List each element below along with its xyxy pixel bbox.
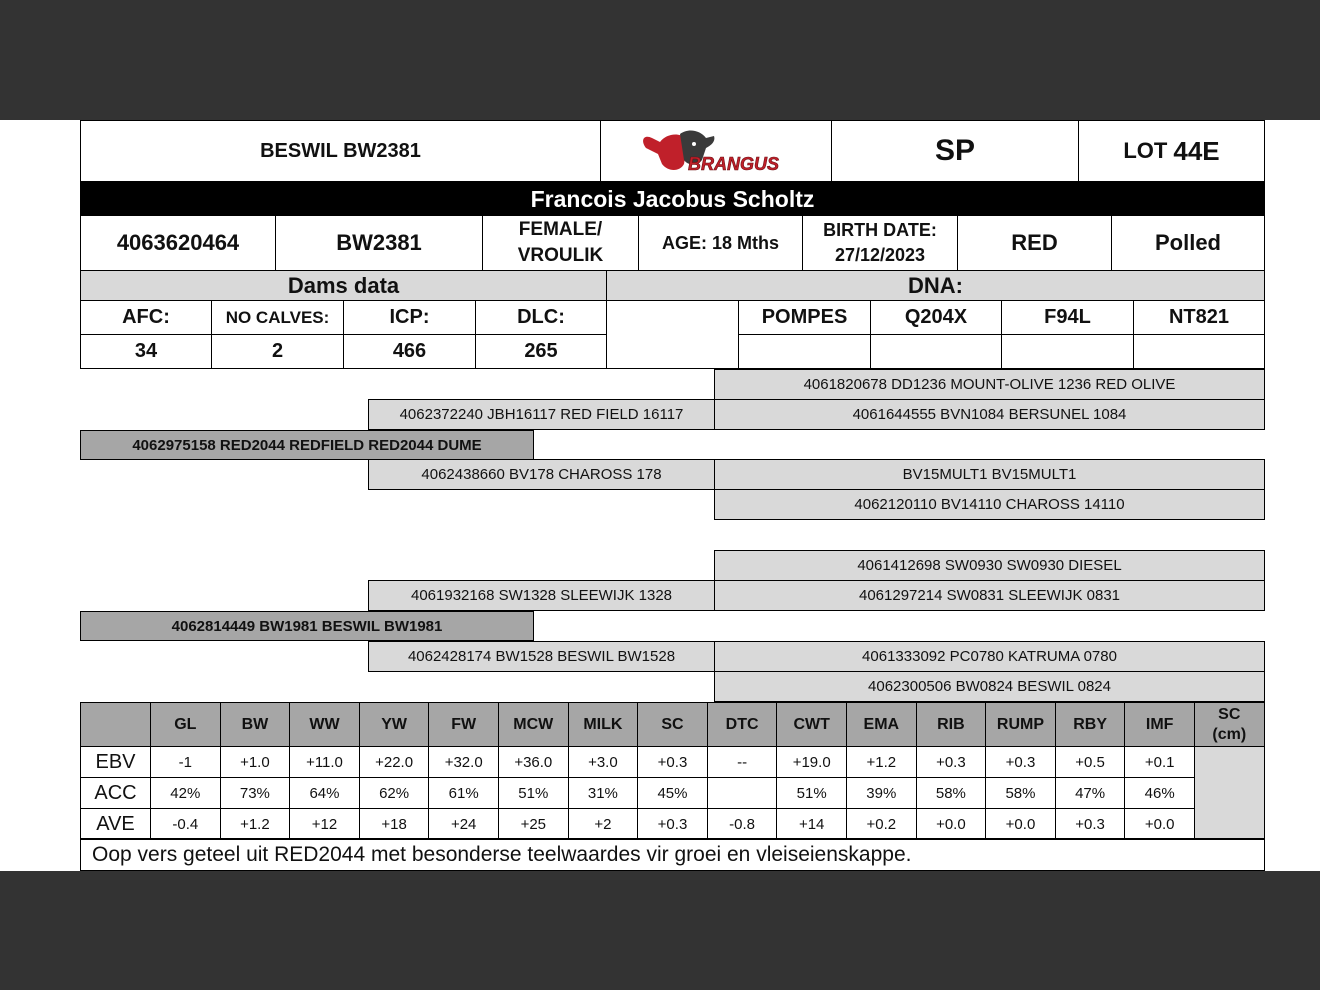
ebv-cell-acc-rump: 58%: [985, 777, 1056, 809]
animal-id: 4063620464: [80, 215, 276, 271]
ebv-cell-ebv-imf: +0.1: [1124, 746, 1195, 778]
pedigree-ggs4: 4061333092 PC0780 KATRUMA 0780: [714, 641, 1265, 672]
ebv-header-milk: MILK: [568, 702, 639, 747]
ebv-cell-acc-cwt: 51%: [776, 777, 847, 809]
dams-header-calves: NO CALVES:: [211, 300, 344, 335]
ebv-header-fw: FW: [428, 702, 499, 747]
ebv-header-ww: WW: [289, 702, 360, 747]
ebv-cell-acc-milk: 31%: [568, 777, 639, 809]
ebv-cell-ebv-ww: +11.0: [289, 746, 360, 778]
ebv-cell-ave-ema: +0.2: [846, 808, 917, 840]
birth-value: 27/12/2023: [834, 245, 926, 265]
ebv-cell-acc-rby: 47%: [1055, 777, 1126, 809]
ebv-corner: [80, 702, 151, 747]
ebv-cell-ebv-rump: +0.3: [985, 746, 1056, 778]
ebv-cell-ave-imf: +0.0: [1124, 808, 1195, 840]
pedigree-ggd2: 4062120110 BV14110 CHAROSS 14110: [714, 489, 1265, 520]
dna-header-pompes: POMPES: [738, 300, 871, 335]
ebv-cell-ebv-dtc: --: [707, 746, 778, 778]
ebv-cell-ebv-milk: +3.0: [568, 746, 639, 778]
ebv-header-rby: RBY: [1055, 702, 1126, 747]
pedigree-ggs2: BV15MULT1 BV15MULT1: [714, 459, 1265, 490]
ebv-cell-ave-cwt: +14: [776, 808, 847, 840]
birth-date: [802, 215, 958, 271]
dna-header-f94l: F94L: [1001, 300, 1134, 335]
ebv-cell-acc-ww: 64%: [289, 777, 360, 809]
ebv-cell-ave-dtc: -0.8: [707, 808, 778, 840]
pedigree-ggd3: 4061297214 SW0831 SLEEWIJK 0831: [714, 580, 1265, 611]
sex-line2: VROULIK: [517, 245, 604, 266]
ebv-header-sc-cm-: [1194, 702, 1265, 747]
ebv-cell-ebv-mcw: +36.0: [498, 746, 569, 778]
ebv-cell-ebv-ema: +1.2: [846, 746, 917, 778]
ebv-cell-acc-gl: 42%: [150, 777, 221, 809]
brangus-logo: [600, 120, 832, 182]
pedigree-ggd4: 4062300506 BW0824 BESWIL 0824: [714, 671, 1265, 702]
dna-value-f94l: [1001, 334, 1134, 369]
dna-value-q204x: [870, 334, 1002, 369]
ebv-cell-acc-rib: 58%: [916, 777, 987, 809]
ebv-header-rib: RIB: [916, 702, 987, 747]
ebv-cell-ave-ww: +12: [289, 808, 360, 840]
ebv-header-bw: BW: [220, 702, 291, 747]
dna-blank: [606, 300, 739, 369]
animal-name: BESWIL BW2381: [80, 120, 601, 182]
ebv-cell-acc-mcw: 51%: [498, 777, 569, 809]
dams-header-icp: ICP:: [343, 300, 476, 335]
ebv-header-mcw: MCW: [498, 702, 569, 747]
ebv-cell-ave-sc: +0.3: [637, 808, 708, 840]
ebv-header-gl: GL: [150, 702, 221, 747]
dams-data-title: Dams data: [80, 270, 607, 301]
ebv-cell-ebv-sc: +0.3: [637, 746, 708, 778]
dams-value-calves: 2: [211, 334, 344, 369]
ebv-header-sc-cm-part: SC: [1218, 705, 1241, 723]
ebv-header-yw: YW: [359, 702, 430, 747]
pedigree-gs2: 4061932168 SW1328 SLEEWIJK 1328: [368, 580, 715, 611]
pedigree-sire: 4062975158 RED2044 REDFIELD RED2044 DUME: [80, 430, 534, 460]
pedigree-gd2: 4062428174 BW1528 BESWIL BW1528: [368, 641, 715, 672]
ebv-header-ema: EMA: [846, 702, 917, 747]
lot-value: 44E: [1173, 135, 1220, 166]
ebv-cell-ebv-rib: +0.3: [916, 746, 987, 778]
ebv-cell-acc-bw: 73%: [220, 777, 291, 809]
dams-header-dlc: DLC:: [475, 300, 607, 335]
ebv-cell-ebv-fw: +32.0: [428, 746, 499, 778]
ebv-header-imf: IMF: [1124, 702, 1195, 747]
lot-prefix: LOT: [1123, 138, 1168, 163]
animal-color: RED: [957, 215, 1112, 271]
birth-label: BIRTH DATE:: [823, 220, 937, 240]
ebv-cell-acc-sc: 45%: [637, 777, 708, 809]
dna-header-q204x: Q204X: [870, 300, 1002, 335]
sex-line1: FEMALE/: [518, 219, 603, 240]
dna-title: DNA:: [606, 270, 1265, 301]
ebv-row-label-ebv: EBV: [80, 746, 151, 778]
svg-text:BRANGUS: BRANGUS: [688, 154, 780, 174]
dna-header-nt821: NT821: [1133, 300, 1265, 335]
animal-tag: BW2381: [275, 215, 483, 271]
ebv-cell-acc-yw: 62%: [359, 777, 430, 809]
ebv-cell-ebv-rby: +0.5: [1055, 746, 1126, 778]
dams-header-afc: AFC:: [80, 300, 212, 335]
ebv-cell-ave-yw: +18: [359, 808, 430, 840]
ebv-sc-cm-body: [1194, 746, 1265, 840]
pedigree-ggs1: 4061820678 DD1236 MOUNT-OLIVE 1236 RED OLIVE: [714, 369, 1265, 400]
ebv-header-rump: RUMP: [985, 702, 1056, 747]
bull-head-icon: [636, 126, 796, 176]
ebv-cell-ave-bw: +1.2: [220, 808, 291, 840]
ebv-row-label-acc: ACC: [80, 777, 151, 809]
animal-sex: [482, 215, 639, 271]
ebv-cell-acc-dtc: [707, 777, 778, 809]
ebv-header-cwt: CWT: [776, 702, 847, 747]
dna-value-pompes: [738, 334, 871, 369]
owner-bar: Francois Jacobus Scholtz: [80, 182, 1265, 216]
pedigree-gs1: 4062372240 JBH16117 RED FIELD 16117: [368, 399, 715, 430]
dams-value-afc: 34: [80, 334, 212, 369]
ebv-cell-ebv-gl: -1: [150, 746, 221, 778]
animal-horn: Polled: [1111, 215, 1265, 271]
pedigree-gd1: 4062438660 BV178 CHAROSS 178: [368, 459, 715, 490]
ebv-cell-ebv-cwt: +19.0: [776, 746, 847, 778]
ebv-cell-acc-ema: 39%: [846, 777, 917, 809]
ebv-header-sc-cm-part: (cm): [1212, 725, 1247, 743]
animal-age: AGE: 18 Mths: [638, 215, 803, 271]
ebv-cell-ave-mcw: +25: [498, 808, 569, 840]
ebv-cell-ave-rby: +0.3: [1055, 808, 1126, 840]
dams-value-icp: 466: [343, 334, 476, 369]
ebv-cell-acc-fw: 61%: [428, 777, 499, 809]
ebv-cell-ave-milk: +2: [568, 808, 639, 840]
ebv-header-sc: SC: [637, 702, 708, 747]
ebv-header-dtc: DTC: [707, 702, 778, 747]
ebv-cell-ebv-yw: +22.0: [359, 746, 430, 778]
lot-number: [1078, 120, 1265, 182]
ebv-cell-acc-imf: 46%: [1124, 777, 1195, 809]
pedigree-ggs3: 4061412698 SW0930 SW0930 DIESEL: [714, 550, 1265, 581]
ebv-table: [80, 702, 1265, 839]
class-code: SP: [831, 120, 1079, 182]
ebv-cell-ave-rib: +0.0: [916, 808, 987, 840]
pedigree-dam: 4062814449 BW1981 BESWIL BW1981: [80, 611, 534, 641]
lot-card: [0, 120, 1320, 871]
ebv-cell-ave-gl: -0.4: [150, 808, 221, 840]
dams-value-dlc: 265: [475, 334, 607, 369]
ebv-cell-ave-rump: +0.0: [985, 808, 1056, 840]
ebv-cell-ave-fw: +24: [428, 808, 499, 840]
comment-text: Oop vers geteel uit RED2044 met besonderse teelwaardes vir groei en vleiseienskappe.: [80, 838, 1265, 871]
ebv-cell-ebv-bw: +1.0: [220, 746, 291, 778]
dna-value-nt821: [1133, 334, 1265, 369]
ebv-row-label-ave: AVE: [80, 808, 151, 840]
pedigree-ggd1: 4061644555 BVN1084 BERSUNEL 1084: [714, 399, 1265, 430]
